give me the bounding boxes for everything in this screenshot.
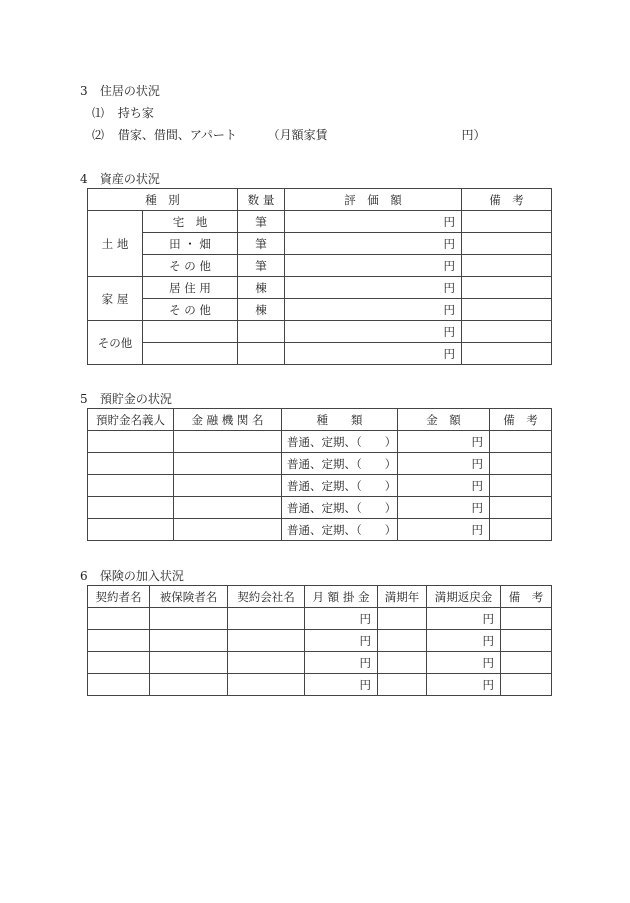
option-label: 持ち家 <box>117 106 154 120</box>
value-unit: 円 <box>285 321 462 343</box>
amount-unit: 円 <box>398 497 490 519</box>
column-header: 種 別 <box>88 189 238 211</box>
section5-heading <box>80 390 172 407</box>
institution-cell <box>174 497 282 519</box>
table-row <box>88 321 552 343</box>
insured-cell <box>150 652 228 674</box>
insured-cell <box>150 608 228 630</box>
remarks-cell <box>462 277 552 299</box>
deposit-type: 普通、定期、（ ） <box>282 431 398 453</box>
asset-group-label: その他 <box>88 321 143 365</box>
deposit-type: 普通、定期、（ ） <box>282 519 398 541</box>
asset-type <box>143 343 238 365</box>
remarks-cell <box>490 453 552 475</box>
maturity-refund-unit: 円 <box>427 674 501 696</box>
policyholder-cell <box>88 674 150 696</box>
company-cell <box>228 630 305 652</box>
section4-number: 4 <box>80 172 88 186</box>
monthly-premium-unit: 円 <box>305 652 378 674</box>
column-header: 契約者名 <box>88 586 150 608</box>
column-header: 備 考 <box>462 189 552 211</box>
table-row <box>88 652 552 674</box>
section5-number: 5 <box>80 392 88 406</box>
institution-cell <box>174 519 282 541</box>
policyholder-cell <box>88 608 150 630</box>
maturity-year-cell <box>378 674 427 696</box>
asset-type: 宅 地 <box>143 211 238 233</box>
deposit-type: 普通、定期、（ ） <box>282 453 398 475</box>
amount-unit: 円 <box>398 431 490 453</box>
quantity-unit: 筆 <box>238 211 285 233</box>
quantity-unit: 棟 <box>238 277 285 299</box>
section6-number: 6 <box>80 569 88 583</box>
section3-heading <box>80 82 160 99</box>
insurance-table <box>87 585 552 696</box>
remarks-cell <box>462 321 552 343</box>
institution-cell <box>174 475 282 497</box>
policyholder-cell <box>88 652 150 674</box>
housing-option-owned <box>92 104 154 121</box>
account-holder-cell <box>88 475 174 497</box>
table-row <box>88 497 552 519</box>
remarks-cell <box>490 431 552 453</box>
option-number: ⑴ <box>92 106 105 120</box>
amount-unit: 円 <box>398 519 490 541</box>
column-header: 評 価 額 <box>285 189 462 211</box>
value-unit: 円 <box>285 299 462 321</box>
asset-type <box>143 321 238 343</box>
remarks-cell <box>490 475 552 497</box>
quantity-unit: 筆 <box>238 255 285 277</box>
table-row <box>88 475 552 497</box>
table-header-row <box>88 189 552 211</box>
asset-type: そ の 他 <box>143 255 238 277</box>
amount-unit: 円 <box>398 475 490 497</box>
column-header: 金 額 <box>398 409 490 431</box>
value-unit: 円 <box>285 277 462 299</box>
maturity-refund-unit: 円 <box>427 608 501 630</box>
section3-title: 住居の状況 <box>99 84 160 98</box>
table-row <box>88 233 552 255</box>
section3-number: 3 <box>80 84 88 98</box>
column-header: 金 融 機 関 名 <box>174 409 282 431</box>
remarks-cell <box>462 233 552 255</box>
remarks-cell <box>462 255 552 277</box>
remarks-cell <box>501 652 552 674</box>
savings-table <box>87 408 552 541</box>
remarks-cell <box>490 497 552 519</box>
amount-unit: 円 <box>398 453 490 475</box>
table-row <box>88 453 552 475</box>
insured-cell <box>150 630 228 652</box>
deposit-type: 普通、定期、（ ） <box>282 475 398 497</box>
housing-option-rented <box>92 126 486 143</box>
column-header: 契約会社名 <box>228 586 305 608</box>
deposit-type: 普通、定期、（ ） <box>282 497 398 519</box>
section5-title: 預貯金の状況 <box>99 392 172 406</box>
section6-title: 保険の加入状況 <box>99 569 184 583</box>
maturity-refund-unit: 円 <box>427 652 501 674</box>
monthly-premium-unit: 円 <box>305 608 378 630</box>
column-header: 被保険者名 <box>150 586 228 608</box>
monthly-rent-unit: 円） <box>461 128 486 142</box>
monthly-premium-unit: 円 <box>305 630 378 652</box>
table-row <box>88 519 552 541</box>
table-row <box>88 674 552 696</box>
remarks-cell <box>462 299 552 321</box>
monthly-rent-label: （月額家賃 <box>267 128 328 142</box>
maturity-year-cell <box>378 630 427 652</box>
column-header: 種 類 <box>282 409 398 431</box>
column-header: 満期年 <box>378 586 427 608</box>
column-header: 数 量 <box>238 189 285 211</box>
table-row <box>88 608 552 630</box>
table-row <box>88 277 552 299</box>
institution-cell <box>174 431 282 453</box>
remarks-cell <box>501 630 552 652</box>
account-holder-cell <box>88 431 174 453</box>
section4-title: 資産の状況 <box>99 172 160 186</box>
value-unit: 円 <box>285 255 462 277</box>
remarks-cell <box>462 343 552 365</box>
table-row <box>88 299 552 321</box>
asset-type: 田 ・ 畑 <box>143 233 238 255</box>
table-header-row <box>88 409 552 431</box>
column-header: 備 考 <box>501 586 552 608</box>
account-holder-cell <box>88 519 174 541</box>
column-header: 月 額 掛 金 <box>305 586 378 608</box>
quantity-unit <box>238 343 285 365</box>
company-cell <box>228 652 305 674</box>
column-header: 満期返戻金 <box>427 586 501 608</box>
table-row <box>88 255 552 277</box>
table-row <box>88 630 552 652</box>
table-row <box>88 431 552 453</box>
section4-heading <box>80 170 160 187</box>
account-holder-cell <box>88 497 174 519</box>
institution-cell <box>174 453 282 475</box>
asset-type: そ の 他 <box>143 299 238 321</box>
table-row <box>88 211 552 233</box>
remarks-cell <box>501 608 552 630</box>
maturity-year-cell <box>378 608 427 630</box>
option-label: 借家、借間、アパート <box>117 128 237 142</box>
remarks-cell <box>501 674 552 696</box>
quantity-unit <box>238 321 285 343</box>
policyholder-cell <box>88 630 150 652</box>
asset-group-label: 土 地 <box>88 211 143 277</box>
section6-heading <box>80 567 184 584</box>
insured-cell <box>150 674 228 696</box>
maturity-refund-unit: 円 <box>427 630 501 652</box>
quantity-unit: 棟 <box>238 299 285 321</box>
table-header-row <box>88 586 552 608</box>
column-header: 預貯金名義人 <box>88 409 174 431</box>
value-unit: 円 <box>285 211 462 233</box>
monthly-premium-unit: 円 <box>305 674 378 696</box>
maturity-year-cell <box>378 652 427 674</box>
option-number: ⑵ <box>92 128 105 142</box>
remarks-cell <box>490 519 552 541</box>
asset-type: 居 住 用 <box>143 277 238 299</box>
table-row <box>88 343 552 365</box>
asset-group-label: 家 屋 <box>88 277 143 321</box>
column-header: 備 考 <box>490 409 552 431</box>
assets-table <box>87 188 552 365</box>
quantity-unit: 筆 <box>238 233 285 255</box>
remarks-cell <box>462 211 552 233</box>
value-unit: 円 <box>285 233 462 255</box>
account-holder-cell <box>88 453 174 475</box>
company-cell <box>228 674 305 696</box>
company-cell <box>228 608 305 630</box>
value-unit: 円 <box>285 343 462 365</box>
